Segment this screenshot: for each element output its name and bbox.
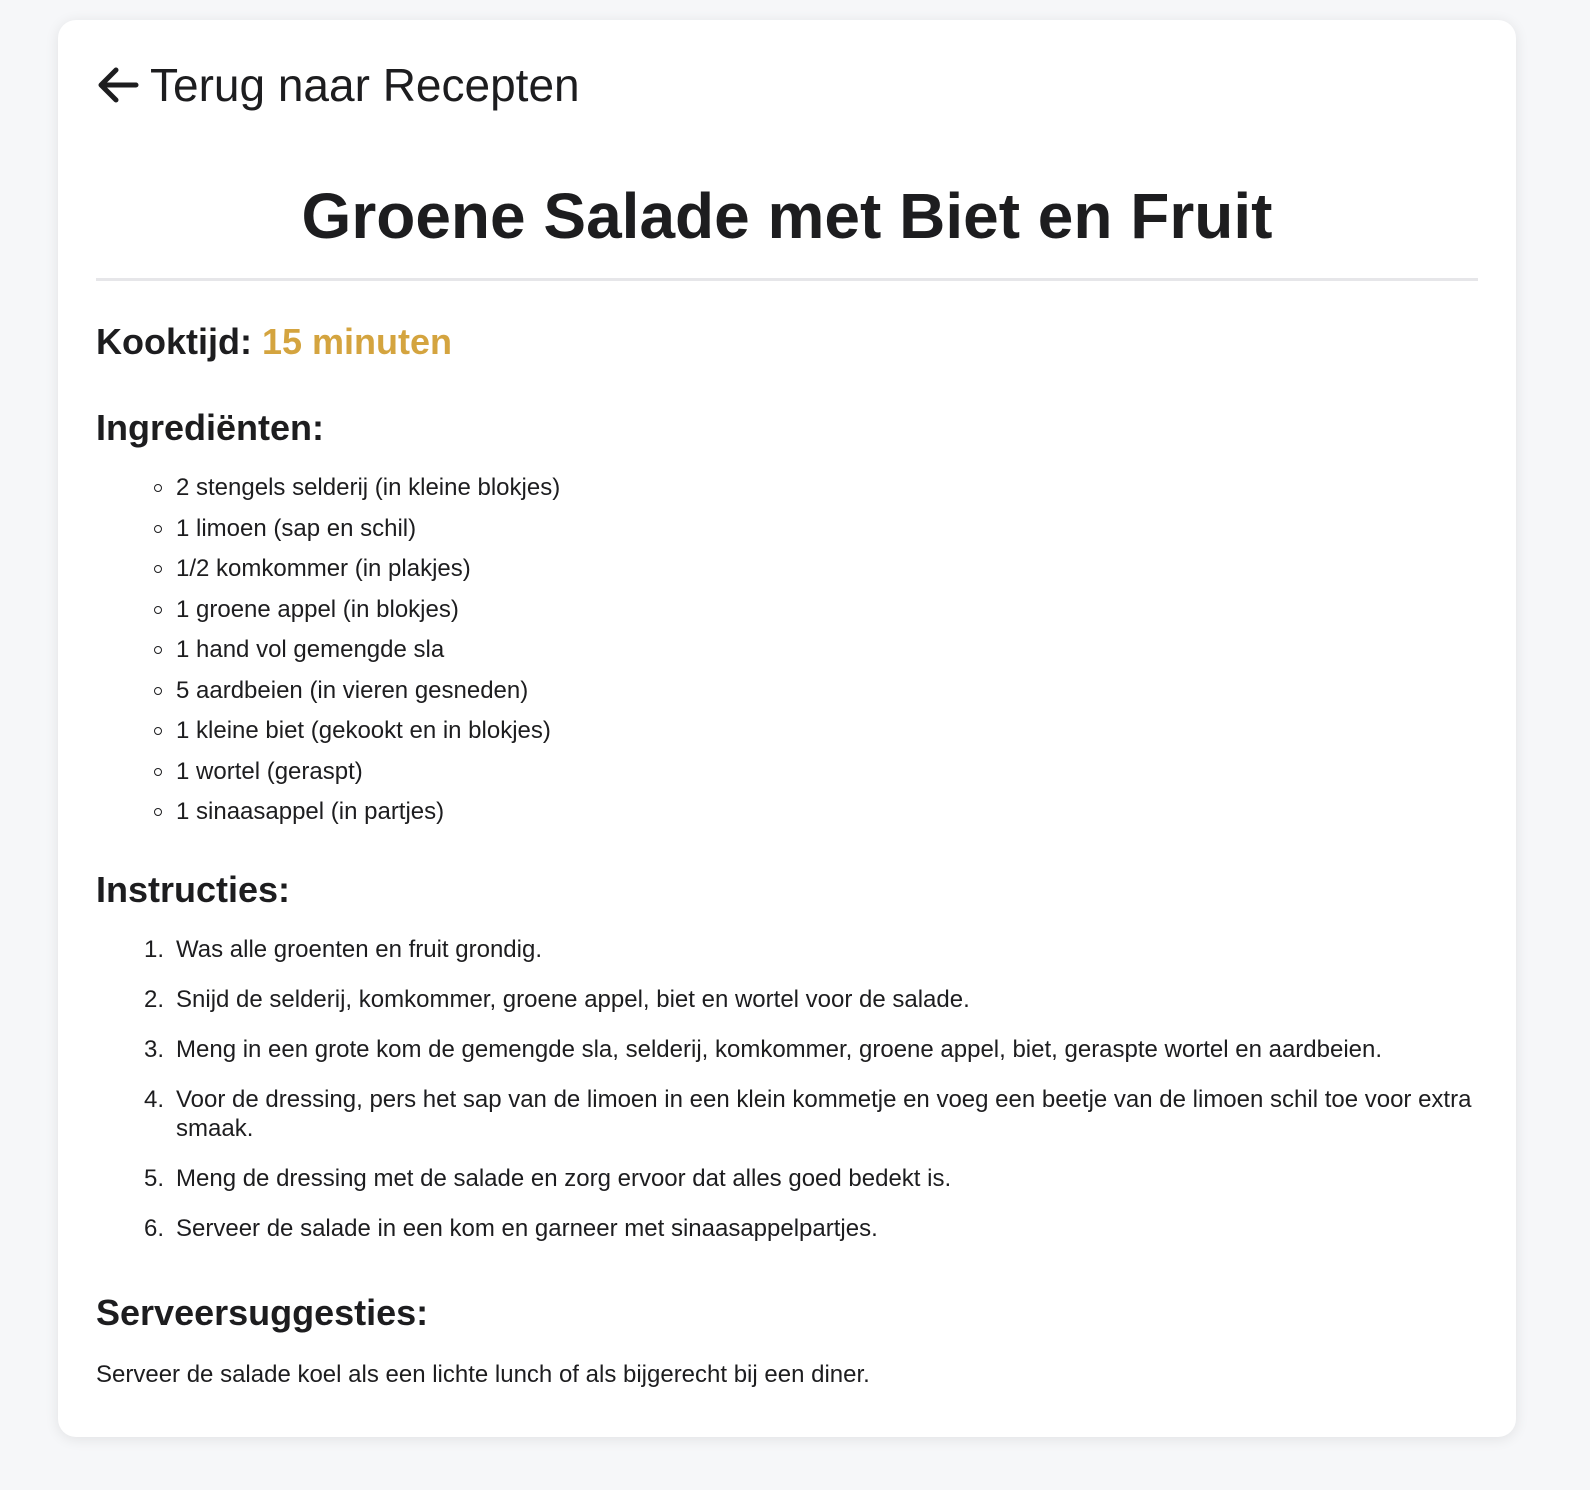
back-to-recipes-link[interactable]: [96, 59, 580, 111]
instructions-list: [96, 935, 1516, 1264]
recipe-card: [58, 20, 1516, 1437]
serving-text: Serveer de salade koel als een lichte lunch of als bijgerecht bij een diner.: [96, 1361, 870, 1388]
instruction-step: Serveer de salade in een kom en garneer met sinaasappelpartjes.: [176, 1215, 878, 1242]
instruction-step: Was alle groenten en fruit grondig.: [176, 936, 542, 963]
instructions-heading: Instructies:: [96, 869, 291, 910]
ingredient-item: 2 stengels selderij (in kleine blokjes): [176, 468, 560, 509]
back-link-label: Terug naar Recepten: [150, 59, 580, 111]
ingredient-item: 1 wortel (geraspt): [176, 752, 560, 793]
ingredients-list: [96, 468, 560, 833]
ingredient-item: 1/2 komkommer (in plakjes): [176, 549, 560, 590]
ingredient-item: 1 limoen (sap en schil): [176, 509, 560, 550]
recipe-title: Groene Salade met Biet en Fruit: [301, 180, 1273, 252]
instruction-step: Snijd de selderij, komkommer, groene appel, biet en wortel voor de salade.: [176, 986, 970, 1013]
cook-time-label: Kooktijd:: [96, 321, 252, 362]
title-divider: [96, 278, 1478, 281]
serving-heading: Serveersuggesties:: [96, 1292, 429, 1333]
instruction-step: Voor de dressing, pers het sap van de limoen in een klein kommetje en voeg een beetje van de limoen schil toe voor extra smaak.: [176, 1086, 1472, 1142]
cook-time-value: 15 minuten: [262, 321, 453, 362]
ingredient-item: 1 groene appel (in blokjes): [176, 590, 560, 631]
ingredient-item: 1 kleine biet (gekookt en in blokjes): [176, 711, 560, 752]
ingredient-item: 1 hand vol gemengde sla: [176, 630, 560, 671]
cook-time: [96, 322, 452, 362]
ingredients-heading: Ingrediënten:: [96, 407, 325, 448]
ingredient-item: 1 sinaasappel (in partjes): [176, 792, 560, 833]
instruction-step: Meng de dressing met de salade en zorg ervoor dat alles goed bedekt is.: [176, 1165, 952, 1192]
arrow-left-icon: [96, 65, 140, 105]
instruction-step: Meng in een grote kom de gemengde sla, selderij, komkommer, groene appel, biet, geraspte wortel en aardbeien.: [176, 1036, 1383, 1063]
ingredient-item: 5 aardbeien (in vieren gesneden): [176, 671, 560, 712]
